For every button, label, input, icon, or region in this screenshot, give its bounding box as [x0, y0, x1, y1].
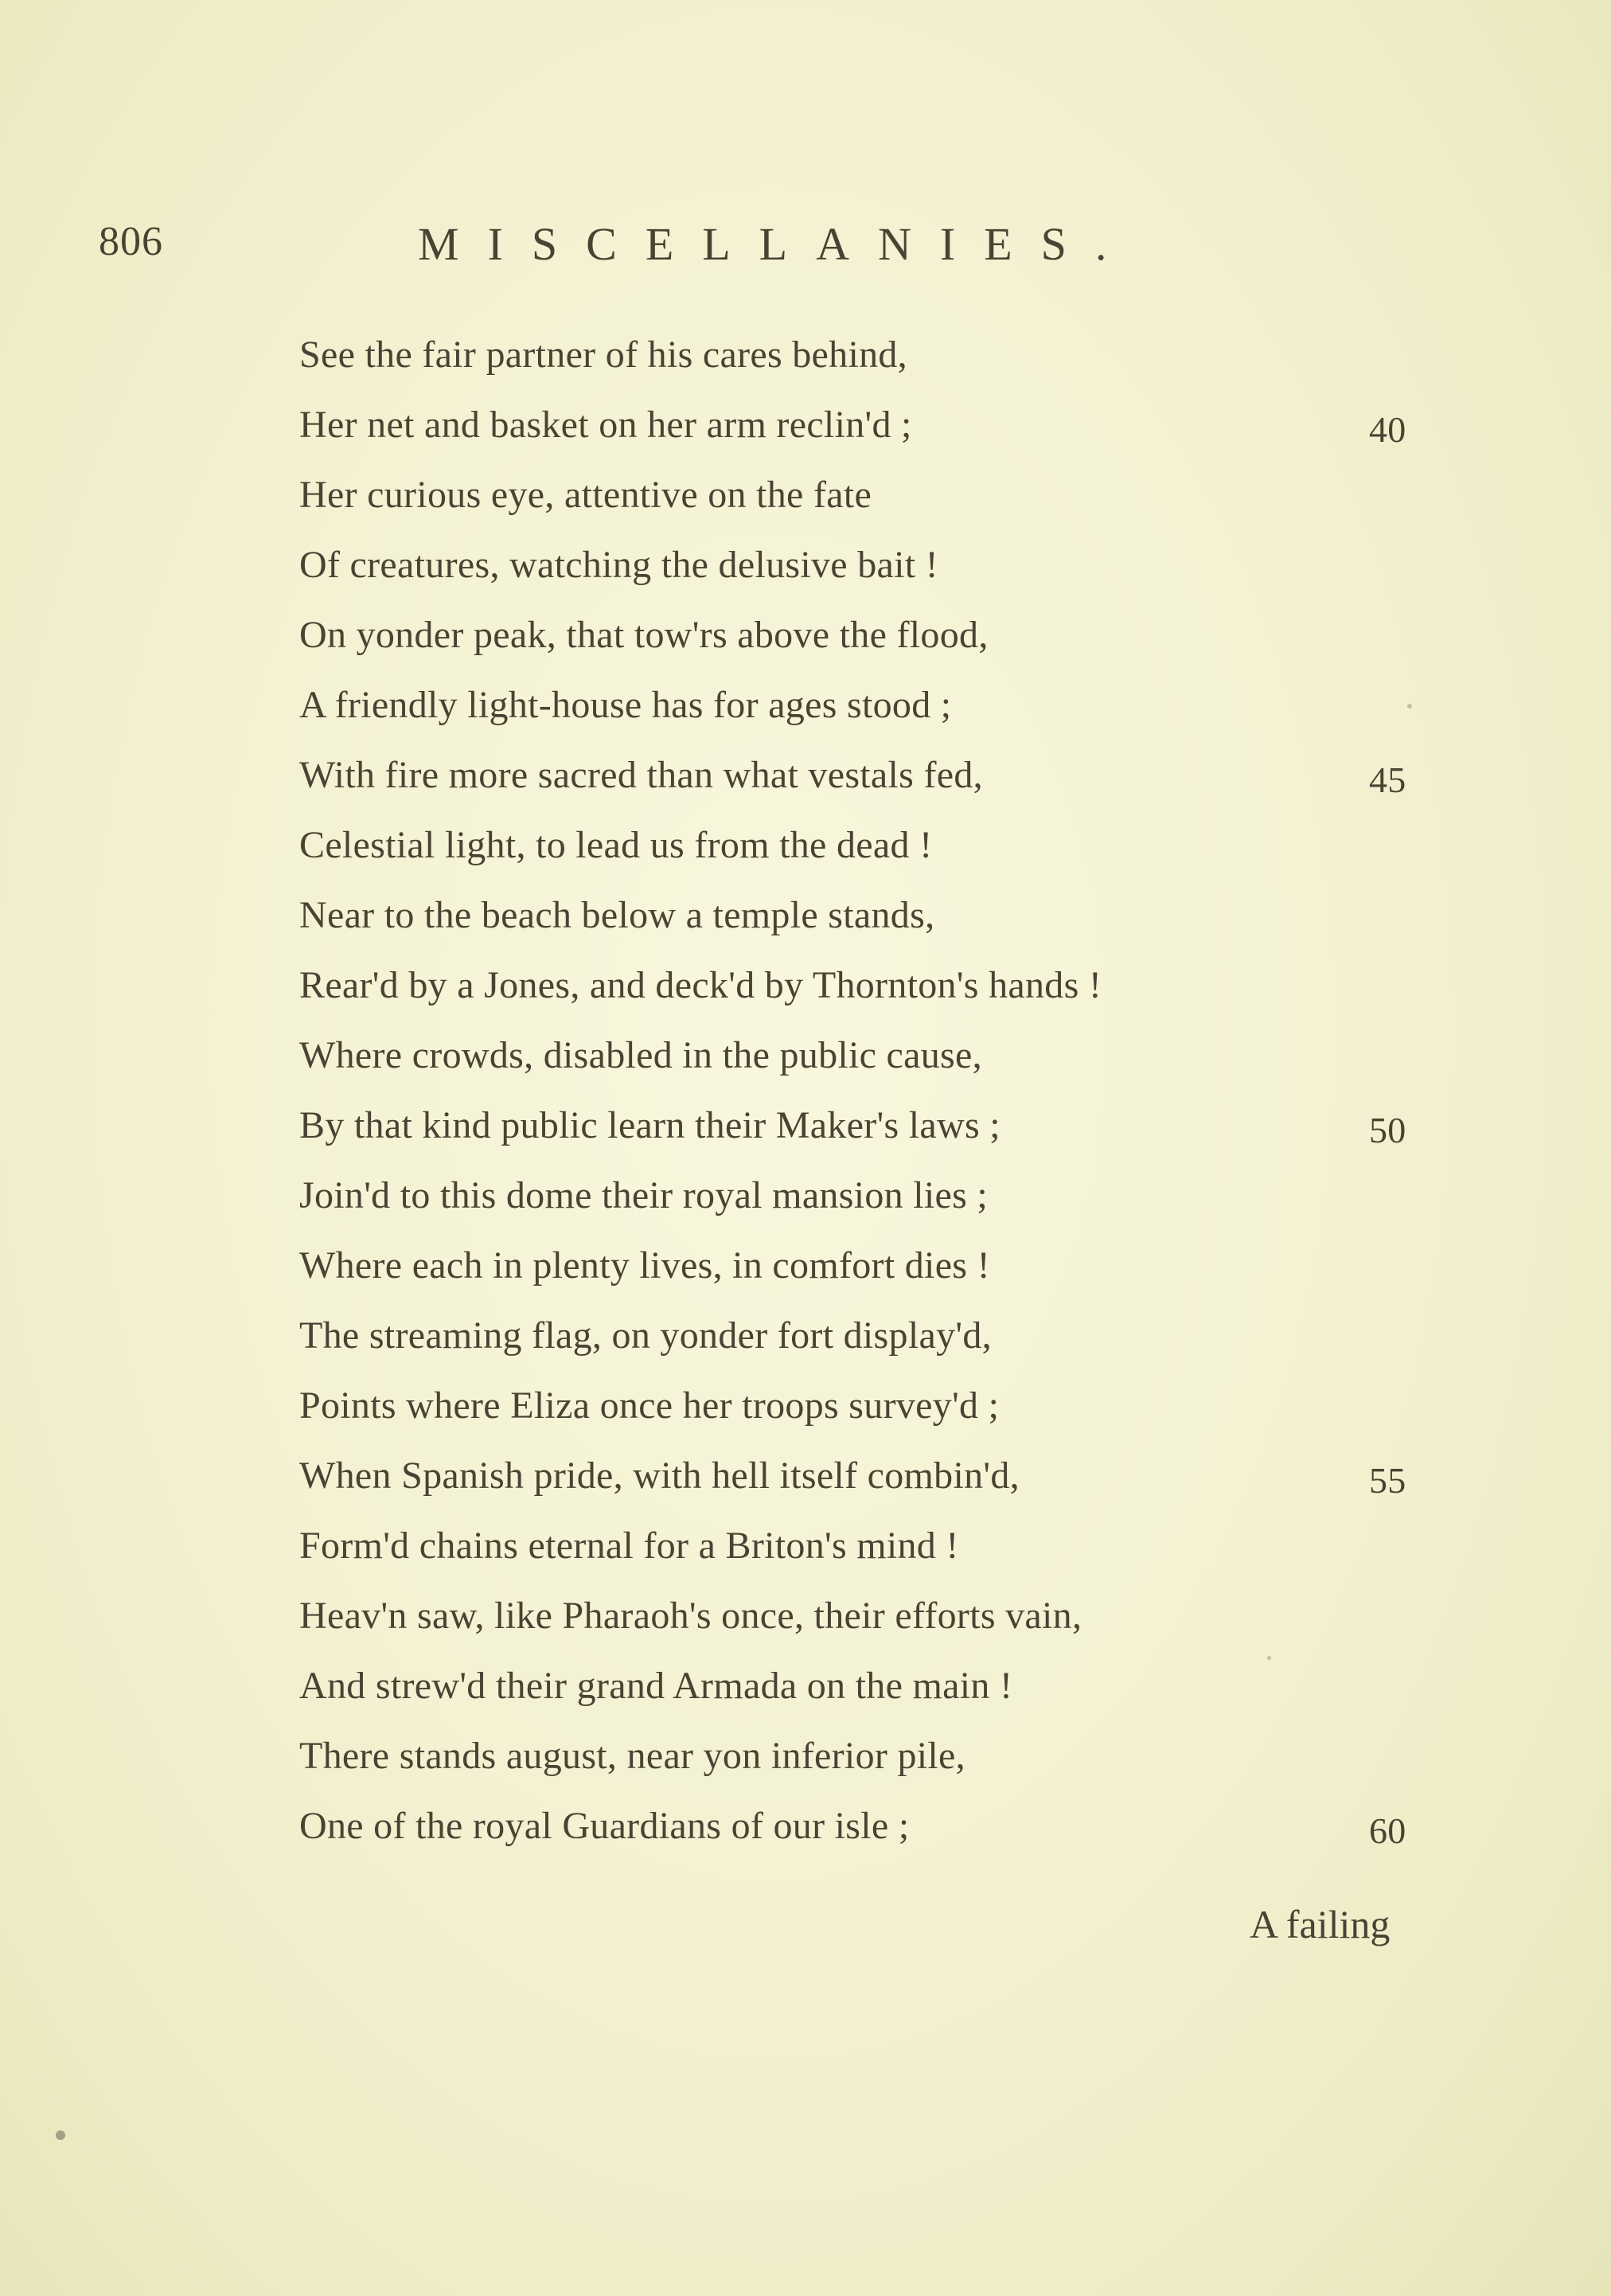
verse-line	[299, 740, 1430, 810]
verse-line	[299, 670, 1430, 740]
verse-line-text: Form'd chains eternal for a Briton's mind !	[299, 1525, 959, 1567]
verse-line	[299, 460, 1430, 530]
line-number: 45	[1369, 759, 1406, 800]
verse-line-text: And strew'd their grand Armada on the main !	[299, 1665, 1013, 1707]
verse-line	[299, 1651, 1430, 1721]
running-head: MISCELLANIES.	[418, 218, 1136, 270]
verse-line	[299, 320, 1430, 390]
verse-line	[299, 1441, 1430, 1511]
verse-line-text: Heav'n saw, like Pharaoh's once, their efforts vain,	[299, 1595, 1082, 1637]
poem-verse	[299, 320, 1430, 1861]
verse-line-text: Near to the beach below a temple stands,	[299, 894, 935, 936]
verse-line	[299, 1091, 1430, 1161]
verse-line-text: Her net and basket on her arm reclin'd ;	[299, 404, 912, 446]
verse-line-text: With fire more sacred than what vestals fed,	[299, 754, 983, 796]
line-number: 55	[1369, 1460, 1406, 1501]
verse-line	[299, 390, 1430, 460]
paper-speck	[56, 2130, 65, 2140]
verse-line-text: Celestial light, to lead us from the dead !	[299, 824, 933, 866]
verse-line	[299, 1371, 1430, 1441]
verse-line-text: Where each in plenty lives, in comfort dies !	[299, 1244, 990, 1287]
verse-line	[299, 951, 1430, 1021]
verse-line-text: Points where Eliza once her troops survey'd ;	[299, 1384, 1000, 1427]
verse-line-text: Her curious eye, attentive on the fate	[299, 474, 872, 516]
verse-line-text: By that kind public learn their Maker's laws ;	[299, 1104, 1001, 1146]
verse-line-text: There stands august, near yon inferior pile,	[299, 1735, 965, 1777]
line-number: 50	[1369, 1110, 1406, 1150]
verse-line	[299, 1231, 1430, 1301]
verse-line	[299, 1161, 1430, 1231]
verse-line	[299, 600, 1430, 670]
paper-speck	[1407, 704, 1412, 709]
paper-speck	[1267, 1656, 1271, 1660]
verse-line-text: Of creatures, watching the delusive bait !	[299, 544, 938, 586]
verse-line-text: One of the royal Guardians of our isle ;	[299, 1805, 910, 1847]
verse-line	[299, 881, 1430, 951]
catchword: A failing	[1250, 1902, 1391, 1947]
verse-line	[299, 530, 1430, 600]
verse-line-text: Where crowds, disabled in the public cause,	[299, 1034, 982, 1076]
verse-line-text: Rear'd by a Jones, and deck'd by Thornton's hands !	[299, 964, 1102, 1006]
line-number: 60	[1369, 1810, 1406, 1851]
verse-line-text: On yonder peak, that tow'rs above the flood,	[299, 614, 989, 656]
verse-line	[299, 1301, 1430, 1371]
verse-line-text: The streaming flag, on yonder fort display'd,	[299, 1314, 992, 1357]
verse-line	[299, 810, 1430, 881]
verse-line-text: See the fair partner of his cares behind,	[299, 334, 907, 376]
verse-line	[299, 1721, 1430, 1791]
verse-line	[299, 1791, 1430, 1861]
verse-line-text: Join'd to this dome their royal mansion lies ;	[299, 1174, 989, 1216]
verse-line-text: A friendly light-house has for ages stood ;	[299, 684, 952, 726]
line-number: 40	[1369, 409, 1406, 450]
verse-line	[299, 1021, 1430, 1091]
verse-line	[299, 1581, 1430, 1651]
page-number: 806	[99, 219, 163, 264]
verse-line	[299, 1511, 1430, 1581]
verse-line-text: When Spanish pride, with hell itself combin'd,	[299, 1455, 1020, 1497]
